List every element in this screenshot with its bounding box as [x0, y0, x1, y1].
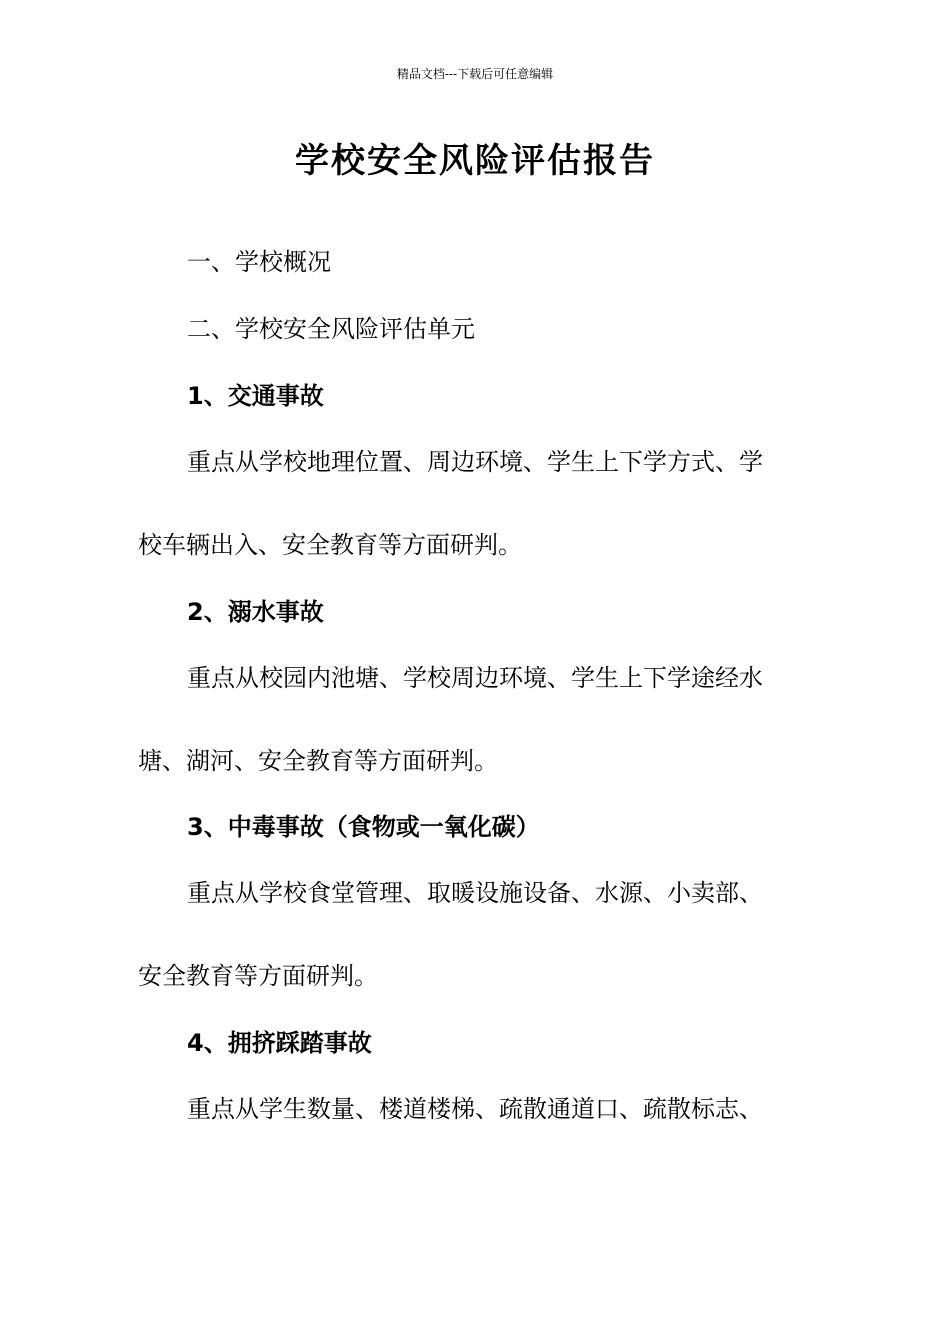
item-body-line: 重点从校园内池塘、学校周边环境、学生上下学途经水 — [187, 664, 763, 692]
item-heading-traffic: 1、交通事故 — [187, 382, 324, 410]
item-body-line: 安全教育等方面研判。 — [138, 962, 378, 990]
item-body-line: 重点从学生数量、楼道楼梯、疏散通道口、疏散标志、 — [187, 1095, 763, 1123]
item-heading-poisoning: 3、中毒事故（食物或一氧化碳） — [187, 813, 540, 841]
item-body-line: 校车辆出入、安全教育等方面研判。 — [138, 531, 522, 559]
item-heading-drowning: 2、溺水事故 — [187, 598, 324, 626]
item-heading-stampede: 4、拥挤踩踏事故 — [187, 1029, 372, 1057]
section-heading-risk-units: 二、学校安全风险评估单元 — [187, 315, 475, 343]
section-heading-overview: 一、学校概况 — [187, 248, 331, 276]
item-body-line: 重点从学校食堂管理、取暖设施设备、水源、小卖部、 — [187, 879, 763, 907]
item-body-line: 塘、湖河、安全教育等方面研判。 — [138, 747, 498, 775]
item-body-line: 重点从学校地理位置、周边环境、学生上下学方式、学 — [187, 448, 763, 476]
page-header: 精品文档---下载后可任意编辑 — [396, 67, 554, 81]
document-title: 学校安全风险评估报告 — [295, 141, 655, 181]
